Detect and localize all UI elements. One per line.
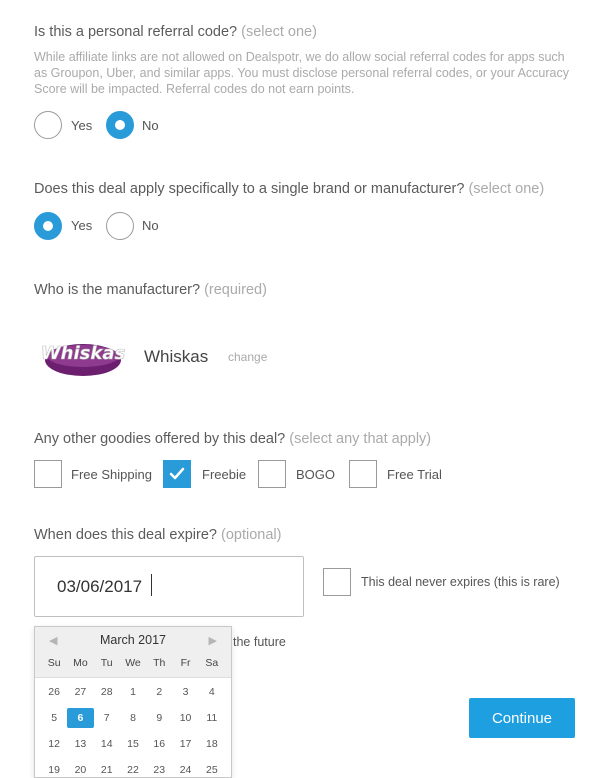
calendar-day[interactable]: 12: [48, 738, 60, 750]
calendar-day[interactable]: 26: [48, 686, 60, 698]
calendar-day[interactable]: 8: [130, 712, 136, 724]
continue-button[interactable]: Continue: [469, 698, 575, 738]
referral-yes-label: Yes: [71, 118, 93, 133]
calendar-week: [41, 682, 225, 702]
calendar-day-selected[interactable]: 6: [67, 708, 93, 728]
free-trial-label: Free Trial: [387, 467, 442, 482]
brand-question: [34, 181, 544, 197]
brand-hint: (select one): [468, 181, 545, 197]
calendar-day[interactable]: 2: [156, 686, 163, 698]
calendar-day[interactable]: 7: [103, 712, 110, 724]
calendar-day[interactable]: 21: [100, 764, 113, 776]
brand-no-label: No: [142, 218, 159, 233]
goodies-hint: (select any that apply): [289, 431, 432, 447]
calendar-week: [41, 734, 225, 754]
brand-question-text: Does this deal apply specifically to a single brand or manufacturer?: [34, 181, 465, 197]
never-expires-label: This deal never expires (this is rare): [361, 575, 560, 589]
freebie-checkbox[interactable]: [163, 460, 191, 488]
calendar-day[interactable]: 4: [208, 686, 215, 698]
referral-hint: (select one): [241, 24, 317, 40]
date-picker-header: [35, 627, 231, 678]
calendar-day[interactable]: 27: [74, 686, 87, 698]
calendar-day[interactable]: 19: [48, 764, 60, 776]
freebie-label: Freebie: [202, 467, 247, 482]
manufacturer-change-link[interactable]: change: [228, 350, 268, 364]
weekday-label: Fr: [180, 657, 191, 669]
whiskas-logo-text: Whiskas: [40, 343, 126, 364]
never-expires-checkbox[interactable]: [323, 568, 351, 596]
free-trial-checkbox[interactable]: [349, 460, 377, 488]
calendar-day[interactable]: 22: [127, 764, 139, 776]
referral-question: [34, 24, 317, 40]
calendar-month-label: March 2017: [99, 633, 166, 647]
bogo-checkbox[interactable]: [258, 460, 286, 488]
calendar-day[interactable]: 15: [127, 738, 139, 750]
calendar-day[interactable]: 18: [205, 738, 218, 750]
weekday-label: Su: [47, 657, 61, 669]
expiry-hint: (optional): [221, 527, 282, 543]
calendar-day[interactable]: 16: [153, 738, 166, 750]
manufacturer-question-text: Who is the manufacturer?: [34, 282, 201, 298]
date-picker[interactable]: [34, 626, 232, 778]
goodies-question: [34, 431, 431, 447]
expiry-question-text: When does this deal expire?: [34, 527, 217, 543]
weekday-label: We: [125, 657, 141, 669]
calendar-day[interactable]: 10: [179, 712, 192, 724]
future-partial-text: the future: [233, 635, 286, 649]
manufacturer-name: Whiskas: [144, 347, 209, 366]
referral-no-label: No: [142, 118, 159, 133]
calendar-week: [41, 760, 225, 778]
brand-yes-radio[interactable]: [34, 212, 62, 240]
next-month-icon[interactable]: ▶: [208, 635, 217, 647]
calendar-day[interactable]: 20: [74, 764, 87, 776]
calendar-day[interactable]: 5: [51, 712, 58, 724]
free-shipping-checkbox[interactable]: [34, 460, 62, 488]
referral-question-text: Is this a personal referral code?: [34, 24, 238, 40]
calendar-day[interactable]: 13: [74, 738, 87, 750]
weekday-label: Th: [153, 657, 166, 669]
weekday-row: [41, 657, 225, 669]
calendar-week: [41, 708, 225, 728]
calendar-day[interactable]: 25: [205, 764, 218, 776]
weekday-label: Sa: [205, 657, 219, 669]
whiskas-logo: [40, 334, 126, 378]
calendar-day[interactable]: 1: [130, 686, 136, 698]
bogo-label: BOGO: [296, 467, 336, 482]
weekday-label: Mo: [73, 657, 88, 669]
calendar-day[interactable]: 14: [100, 738, 113, 750]
check-icon: [169, 467, 185, 481]
expiry-date-input[interactable]: [34, 556, 304, 617]
free-shipping-label: Free Shipping: [71, 467, 152, 482]
expiry-question: [34, 527, 281, 543]
prev-month-icon[interactable]: ◀: [49, 635, 58, 647]
referral-no-radio[interactable]: [106, 111, 134, 139]
brand-no-radio[interactable]: [106, 212, 134, 240]
referral-description: While affiliate links are not allowed on Dealspotr, we do allow social referral codes for apps such as Groupon, Uber, and similar apps. You must disclose personal referral codes, or your Accuracy Score will be impacted. Referral codes do not earn points.: [34, 50, 569, 96]
weekday-label: Tu: [100, 657, 113, 669]
brand-yes-label: Yes: [71, 218, 93, 233]
calendar-day[interactable]: 3: [182, 686, 189, 698]
calendar-day[interactable]: 11: [206, 712, 218, 724]
calendar-day[interactable]: 28: [100, 686, 113, 698]
manufacturer-hint: (required): [204, 282, 267, 298]
calendar-day[interactable]: 17: [179, 738, 192, 750]
text-caret: [151, 574, 152, 596]
manufacturer-question: [34, 282, 267, 298]
calendar-day[interactable]: 23: [153, 764, 166, 776]
whiskas-logo-graphic: [40, 334, 126, 378]
referral-yes-radio[interactable]: [34, 111, 62, 139]
goodies-question-text: Any other goodies offered by this deal?: [34, 431, 286, 447]
calendar-day[interactable]: 9: [156, 712, 163, 724]
calendar-day[interactable]: 24: [179, 764, 192, 776]
